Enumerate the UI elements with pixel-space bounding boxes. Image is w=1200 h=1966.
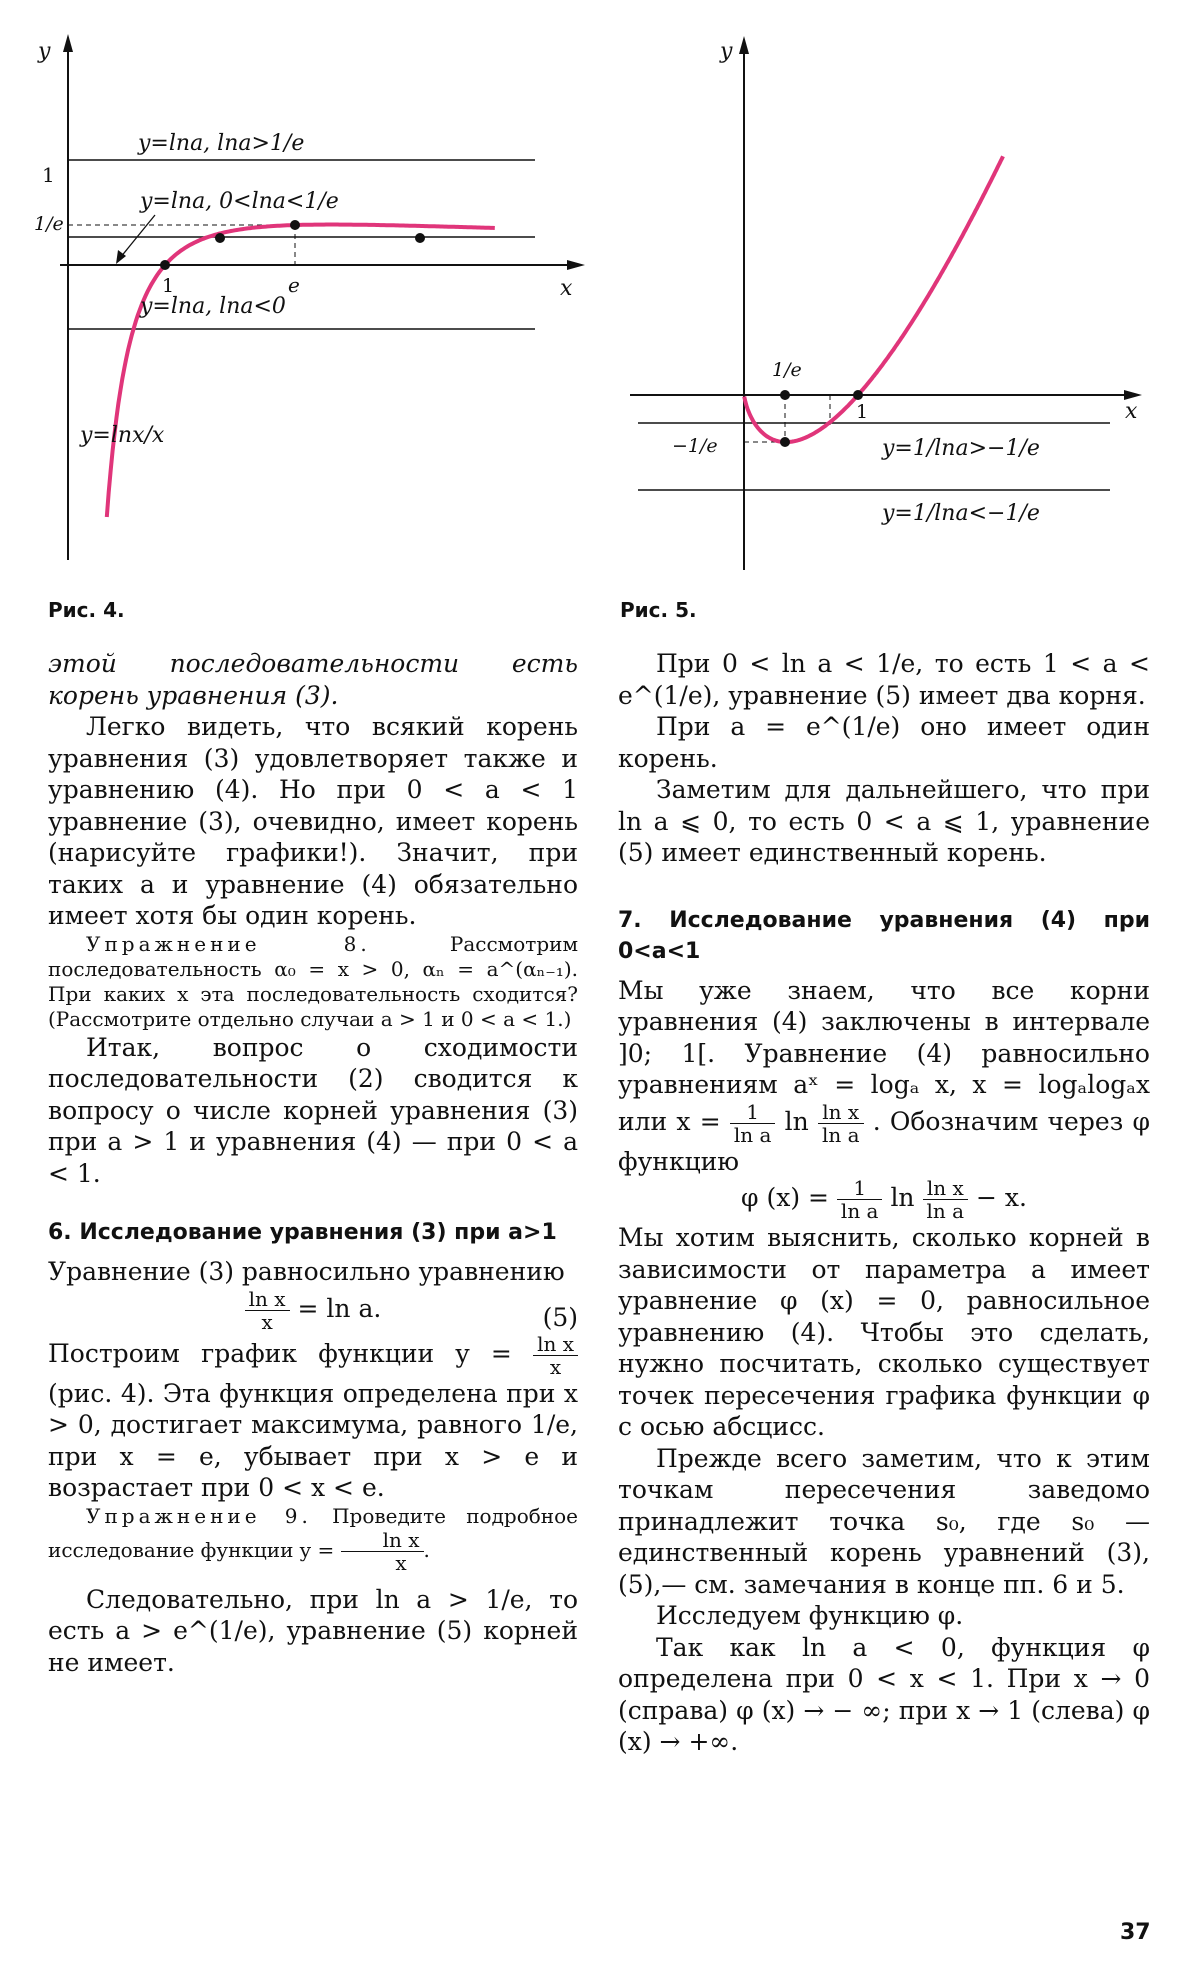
phi-frac2 (923, 1177, 969, 1222)
point-left-intersection (215, 233, 225, 243)
exercise-9-fraction (341, 1529, 424, 1574)
page-number: 37 (1120, 1920, 1151, 1945)
y-axis-arrow (63, 34, 73, 52)
figure-5-caption: Рис. 5. (620, 598, 697, 622)
phi-n1: 1 (837, 1177, 883, 1200)
fig5-label-1: 1 (856, 401, 869, 423)
left-p5-den: x (549, 1354, 562, 1379)
equation-5-rhs: = ln a. (297, 1293, 382, 1323)
figure-4 (30, 30, 590, 570)
phi-d1: ln a (840, 1199, 879, 1223)
fig5-line-upper-label: y=1/lna>−1/e (882, 436, 1040, 461)
right-p7: Исследуем функцию φ. (656, 1601, 964, 1630)
phi-end: − x. (976, 1183, 1027, 1212)
figure-5 (620, 30, 1180, 570)
phi-ln: ln (890, 1183, 915, 1212)
right-p4-ln: ln (784, 1106, 809, 1136)
left-p5-start: Построим график функции y = (48, 1338, 512, 1368)
phi-frac1 (837, 1177, 883, 1222)
section-7-heading: 7. Исследование уравнения (4) при 0<a<1 (618, 907, 1150, 964)
fig4-xtick-1: 1 (162, 275, 175, 297)
exercise-9-den: x (395, 1550, 407, 1575)
section-6-heading: 6. Исследование уравнения (3) при a>1 (48, 1220, 557, 1245)
right-p4-n1: 1 (730, 1101, 776, 1124)
right-p4-text: Мы уже знаем, что все корни уравнения (4) заключены в интервале ]0; 1[. Уравнение (4) равносильно уравнениям aˣ = logₐ x, x = logₐlogₐx или (618, 975, 1150, 1136)
right-p4-d2: ln a (821, 1122, 860, 1147)
fig4-tick-1e: 1/e (34, 213, 64, 235)
exercise-8-title: Упражнение 8. (86, 931, 371, 956)
right-column (618, 648, 1150, 1758)
y-axis-arrow (739, 36, 749, 54)
point-right-intersection (415, 233, 425, 243)
right-p4-end: . Обозначим через φ функцию (618, 1106, 1150, 1176)
phi-formula (618, 1177, 1150, 1222)
equation-5-number: (5) (542, 1302, 578, 1332)
equation-5-num: ln x (245, 1288, 290, 1311)
right-p4-d1: ln a (733, 1122, 772, 1147)
fig5-label-m1e: −1/e (672, 435, 718, 457)
equation-5-den: x (261, 1309, 273, 1334)
equation-5 (48, 1288, 578, 1333)
left-p3: Итак, вопрос о сходимости последовательности (2) сводится к вопросу о числе корней уравнения (3) при a > 1 и уравнения (4) — при 0 < a < 1. (48, 1032, 578, 1188)
fig4-line-upper-label: y=lna, lna>1/e (138, 131, 305, 156)
right-p4-frac1 (730, 1101, 776, 1146)
fig4-line-middle-label: y=lna, 0<lna<1/e (140, 189, 339, 214)
left-p4: Уравнение (3) равносильно уравнению (48, 1257, 565, 1286)
left-p5 (48, 1333, 578, 1504)
point-min (780, 437, 790, 447)
left-p6: Следовательно, при ln a > 1/e, то есть a > e^(1/e), уравнение (5) корней не имеет. (48, 1584, 578, 1677)
right-p4-x: x = (676, 1106, 721, 1136)
fig4-curve-label: y=lnx/x (80, 423, 165, 448)
exercise-9-num: ln x (341, 1529, 424, 1552)
phi-d2: ln a (926, 1199, 965, 1223)
right-p8: Так как ln a < 0, функция φ определена при 0 < x < 1. При x → 0 (справа) φ (x) → − ∞; при x → 1 (слева) φ (x) → +∞. (618, 1632, 1150, 1756)
exercise-9-text: Проведите подробное исследование функции y = (48, 1503, 579, 1562)
right-p4-n2: ln x (818, 1101, 864, 1124)
fig4-x-label: x (560, 276, 573, 301)
right-p1: При 0 < ln a < 1/e, то есть 1 < a < e^(1/e), уравнение (5) имеет два корня. (618, 649, 1150, 710)
phi-lhs: φ (x) = (741, 1183, 829, 1212)
left-p5-fraction (533, 1333, 578, 1378)
point-1e (780, 390, 790, 400)
equation-5-fraction (245, 1288, 290, 1333)
fig5-y-label: y (720, 39, 733, 64)
fig5-line-lower-label: y=1/lna<−1/e (882, 501, 1040, 526)
right-p6: Прежде всего заметим, что к этим точкам пересечения заведомо принадлежит точка s₀, где s₀ — единственный корень уравнений (3), (5),— см. замечания в конце пп. 6 и 5. (618, 1443, 1150, 1599)
figure-4-caption: Рис. 4. (48, 598, 125, 622)
right-p5: Мы хотим выяснить, сколько корней в зависимости от параметра a имеет уравнение φ (x) = 0, равносильное уравнению (4). Чтобы это сделать, нужно посчитать, сколько существует точек пересечения графика функции φ с осью абсцисс. (618, 1223, 1150, 1441)
left-column (48, 648, 578, 1678)
right-p3: Заметим для дальнейшего, что при ln a ⩽ 0, то есть 0 < a ⩽ 1, уравнение (5) имеет единственный корень. (618, 775, 1150, 867)
phi-n2: ln x (923, 1177, 969, 1200)
right-p2: При a = e^(1/e) оно имеет один корень. (618, 712, 1150, 773)
left-p2: Легко видеть, что всякий корень уравнения (3) удовлетворяет также и уравнению (4). Но при 0 < a < 1 уравнение (3), очевидно, имеет корень (нарисуйте графики!). Значит, при таких a и уравнение (4) обязательно имеет хотя бы один корень. (48, 712, 578, 930)
fig4-line-lower-label: y=lna, lna<0 (140, 294, 286, 319)
fig4-tick-1: 1 (42, 163, 55, 187)
point-1 (853, 390, 863, 400)
exercise-8 (48, 932, 578, 1032)
point-x1 (160, 260, 170, 270)
left-p5-num: ln x (533, 1333, 578, 1356)
exercise-9-title: Упражнение 9. (86, 1503, 312, 1528)
right-p4 (618, 975, 1150, 1178)
exercise-8-text: Рассмотрим последовательность α₀ = x > 0, αₙ = a^(αₙ₋₁). При каких x эта последовательность сходится? (Рассмотрите отдельно случаи a > 1 и 0 < a < 1.) (48, 931, 579, 1031)
fig5-x-label: x (1125, 399, 1138, 424)
figure-4-graph (30, 30, 590, 570)
fig4-y-label: y (38, 39, 51, 64)
point-max (290, 220, 300, 230)
figure-5-graph (620, 30, 1180, 570)
left-p1: этой последовательности есть корень уравнения (3). (48, 649, 578, 710)
fig4-xtick-e: e (288, 273, 300, 297)
right-p4-frac2 (818, 1101, 864, 1146)
left-p5-rest: (рис. 4). Эта функция определена при x > 0, достигает максимума, равного 1/e, при x = e, убывает при x > e и возрастает при 0 < x < e. (48, 1378, 578, 1502)
fig5-label-1e: 1/e (772, 359, 802, 381)
exercise-9: Упражнение 9. Проведите подробное исследование функции y = $\frac{\text{ln x}}{x}$ . (48, 1503, 579, 1575)
x-axis-arrow (567, 260, 585, 270)
